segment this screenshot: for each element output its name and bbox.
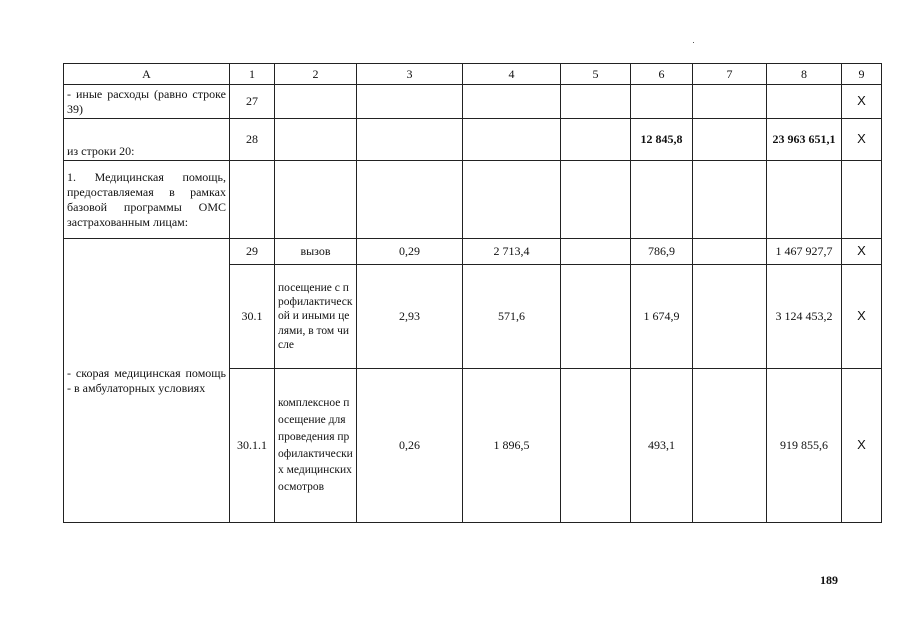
- table-row: [64, 85, 882, 119]
- value-col3: 0,29: [357, 239, 463, 265]
- row-label: - иные расходы (равно строке 39): [64, 85, 230, 119]
- col-header-7: 7: [693, 64, 767, 85]
- value-col6: 12 845,8: [631, 119, 693, 161]
- cell: [561, 161, 631, 239]
- label-ambulance: - скорая медицинская помощь: [67, 365, 226, 380]
- x-mark: Х: [842, 369, 882, 523]
- cell: [631, 161, 693, 239]
- row-number: 28: [230, 119, 275, 161]
- cell: [561, 119, 631, 161]
- cell: [561, 265, 631, 369]
- cell: [842, 161, 882, 239]
- cell: [693, 369, 767, 523]
- cell: [463, 161, 561, 239]
- cell: [357, 85, 463, 119]
- row-label: из строки 20:: [64, 119, 230, 161]
- col-header-4: 4: [463, 64, 561, 85]
- cell: [767, 161, 842, 239]
- cell: [631, 85, 693, 119]
- col-header-a: А: [64, 64, 230, 85]
- value-col6: 1 674,9: [631, 265, 693, 369]
- value-col4: 1 896,5: [463, 369, 561, 523]
- col-header-3: 3: [357, 64, 463, 85]
- unit: вызов: [275, 239, 357, 265]
- row-number: 27: [230, 85, 275, 119]
- cell: [561, 85, 631, 119]
- cell: [275, 119, 357, 161]
- col-header-8: 8: [767, 64, 842, 85]
- x-mark: Х: [842, 265, 882, 369]
- row-number: 30.1: [230, 265, 275, 369]
- col-header-6: 6: [631, 64, 693, 85]
- table-row: [64, 161, 882, 239]
- data-table: [63, 63, 882, 523]
- value-col8: 1 467 927,7: [767, 239, 842, 265]
- cell: [275, 85, 357, 119]
- value-col8: 3 124 453,2: [767, 265, 842, 369]
- merged-label: [64, 239, 230, 523]
- cell: [693, 85, 767, 119]
- cell: [275, 161, 357, 239]
- cell: [357, 119, 463, 161]
- cell: [693, 239, 767, 265]
- cell: [463, 119, 561, 161]
- cell: [230, 161, 275, 239]
- table-row: [64, 119, 882, 161]
- scan-dot: [693, 42, 694, 43]
- row-number: 30.1.1: [230, 369, 275, 523]
- row-number: 29: [230, 239, 275, 265]
- cell: [693, 161, 767, 239]
- unit: комплексное посещение для проведения профилактических медицинских осмотров: [275, 369, 357, 523]
- value-col8: 23 963 651,1: [767, 119, 842, 161]
- cell: [693, 265, 767, 369]
- value-col4: 571,6: [463, 265, 561, 369]
- cell: [357, 161, 463, 239]
- value-col6: 786,9: [631, 239, 693, 265]
- x-mark: Х: [842, 239, 882, 265]
- x-mark: Х: [842, 119, 882, 161]
- value-col3: 0,26: [357, 369, 463, 523]
- value-col3: 2,93: [357, 265, 463, 369]
- row-label: 1. Медицинская помощь, предоставляемая в рамках базовой программы ОМС застрахованным лицам:: [64, 161, 230, 239]
- cell: [561, 369, 631, 523]
- unit: посещение с профилактической и иными целями, в том числе: [275, 265, 357, 369]
- value-col8: 919 855,6: [767, 369, 842, 523]
- cell: [693, 119, 767, 161]
- page-number: 189: [820, 573, 838, 587]
- cell: [767, 85, 842, 119]
- value-col6: 493,1: [631, 369, 693, 523]
- header-row: [64, 64, 882, 85]
- table-row: [64, 239, 882, 265]
- col-header-2: 2: [275, 64, 357, 85]
- col-header-5: 5: [561, 64, 631, 85]
- value-col4: 2 713,4: [463, 239, 561, 265]
- label-outpatient: - в амбулаторных условиях: [67, 380, 206, 395]
- col-header-9: 9: [842, 64, 882, 85]
- x-mark: Х: [842, 85, 882, 119]
- cell: [463, 85, 561, 119]
- col-header-1: 1: [230, 64, 275, 85]
- cell: [561, 239, 631, 265]
